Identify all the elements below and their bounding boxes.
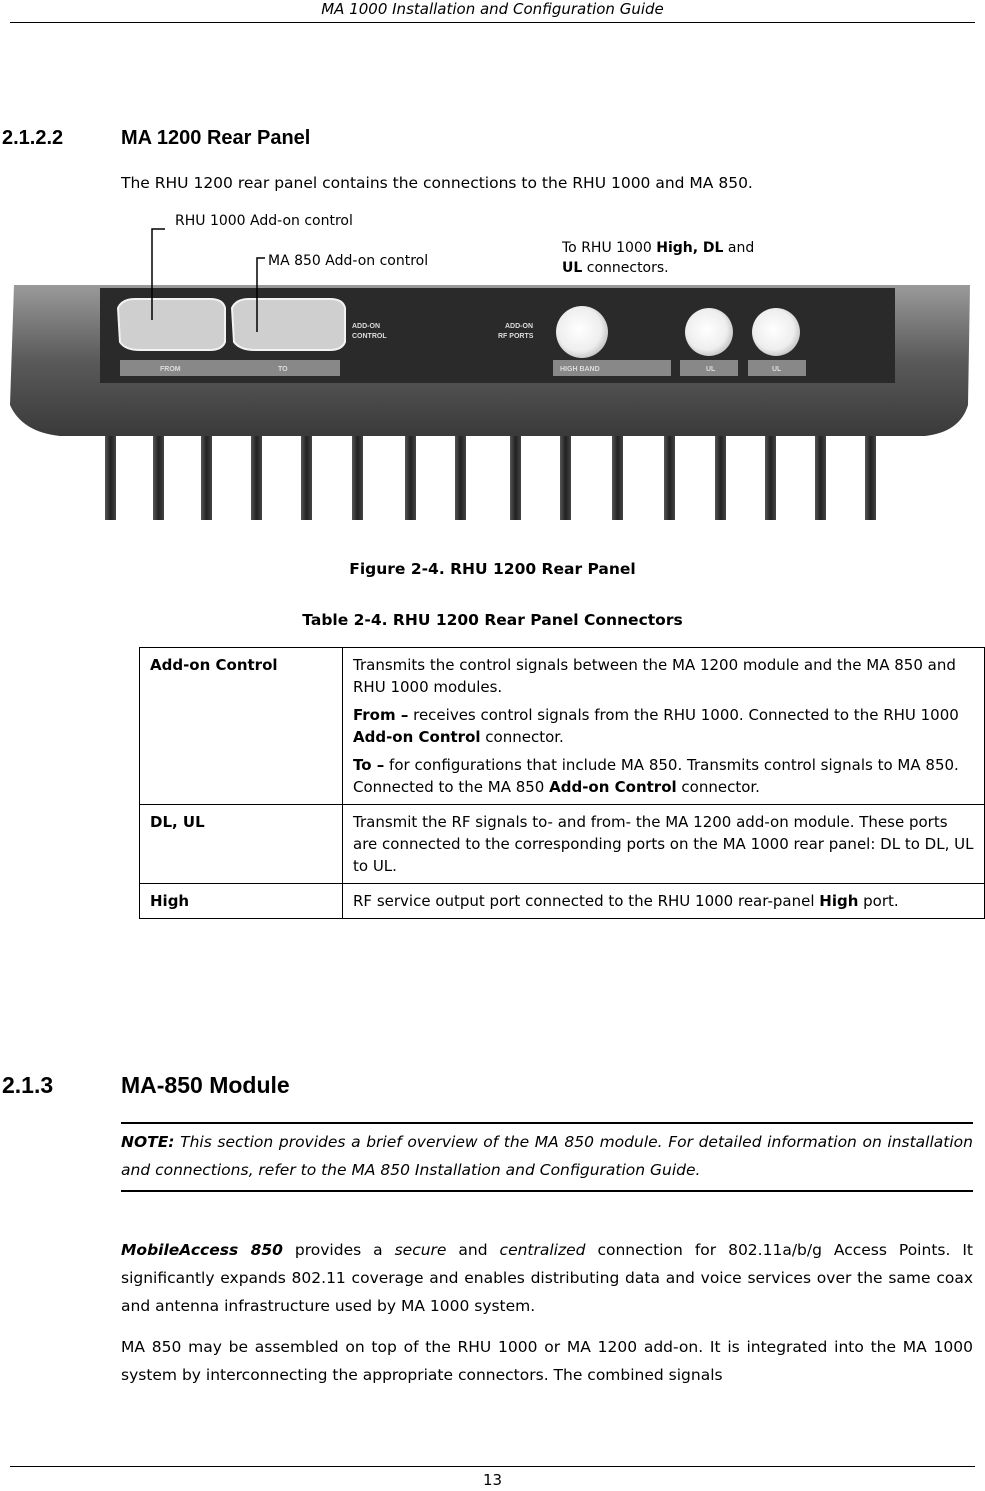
table-term: DL, UL [140, 805, 343, 884]
heatsink-fins [105, 435, 876, 520]
label-addon-rf-2: RF PORTS [498, 333, 534, 340]
callout-ma850-addon: MA 850 Add-on control [268, 253, 429, 269]
footer-rule [10, 1466, 975, 1467]
note-text: This section provides a brief overview of the MA 850 module. For detailed information on installation and connections, refer to the MA 850 Installation and Configuration Guide. [121, 1133, 973, 1179]
note-box [121, 1122, 973, 1192]
section-title: MA 1200 Rear Panel [121, 127, 311, 149]
label-ul-2: UL [772, 366, 782, 373]
note-label: NOTE: [121, 1133, 175, 1151]
page-header [10, 0, 975, 23]
label-to: TO [278, 366, 288, 373]
section2-title: MA-850 Module [121, 1072, 290, 1098]
figure-caption: Figure 2-4. RHU 1200 Rear Panel [349, 560, 636, 578]
table-row [140, 884, 985, 919]
section-intro: The RHU 1200 rear panel contains the connections to the RHU 1000 and MA 850. [121, 174, 753, 192]
paragraph-2: MA 850 may be assembled on top of the RHU 1000 or MA 1200 add-on. It is integrated into the MA 1000 system by interconnecting the appropriate connectors. The combined signals [121, 1338, 973, 1384]
table-term: High [140, 884, 343, 919]
table-desc: RF service output port connected to the RHU 1000 rear-panel High port. [343, 884, 985, 919]
connectors-table [139, 647, 985, 919]
section-number: 2.1.2.2 [2, 127, 64, 149]
table-row [140, 805, 985, 884]
table-desc: Transmit the RF signals to- and from- the MA 1200 add-on module. These ports are connected to the corresponding ports on the MA 1000 rear panel: DL to DL, UL to UL. [343, 805, 985, 884]
label-addon-rf-1: ADD-ON [505, 323, 533, 330]
paragraph-1: MobileAccess 850 provides a secure and centralized connection for 802.11a/b/g Access Points. It significantly expands 802.11 coverage and enables distributing data and voice services over the same coax and antenna infrastructure used by MA 1000 system. [121, 1241, 973, 1315]
header-title: MA 1000 Installation and Configuration Guide [321, 0, 664, 18]
label-from: FROM [160, 366, 181, 373]
table-row [140, 648, 985, 805]
label-addon-1: ADD-ON [352, 323, 380, 330]
page-number: 13 [482, 1471, 503, 1489]
from-connector [118, 299, 225, 350]
label-high-band: HIGH BAND [560, 366, 600, 373]
to-connector [232, 299, 345, 350]
table-caption: Table 2-4. RHU 1200 Rear Panel Connectors [302, 611, 683, 629]
callout-to-rhu: To RHU 1000 High, DL and UL connectors. [562, 240, 755, 276]
label-ul-1: UL [706, 366, 716, 373]
table-term: Add-on Control [140, 648, 343, 805]
ul-port-1 [685, 308, 733, 356]
rear-panel-figure [0, 200, 985, 535]
callout-rhu-addon: RHU 1000 Add-on control [175, 213, 353, 229]
high-band-port [556, 306, 608, 358]
ul-port-2 [752, 308, 800, 356]
table-desc: Transmits the control signals between the MA 1200 module and the MA 850 and RHU 1000 modules. From – receives control signals from the RHU 1000. Connected to the RHU 1000 Add-on Control connector. To – for configurations that include MA 850. Transmits control signals to MA 850. Connected to the MA 850 Add-on Control connector. [343, 648, 985, 805]
label-addon-2: CONTROL [352, 333, 387, 340]
section2-number: 2.1.3 [2, 1072, 54, 1098]
